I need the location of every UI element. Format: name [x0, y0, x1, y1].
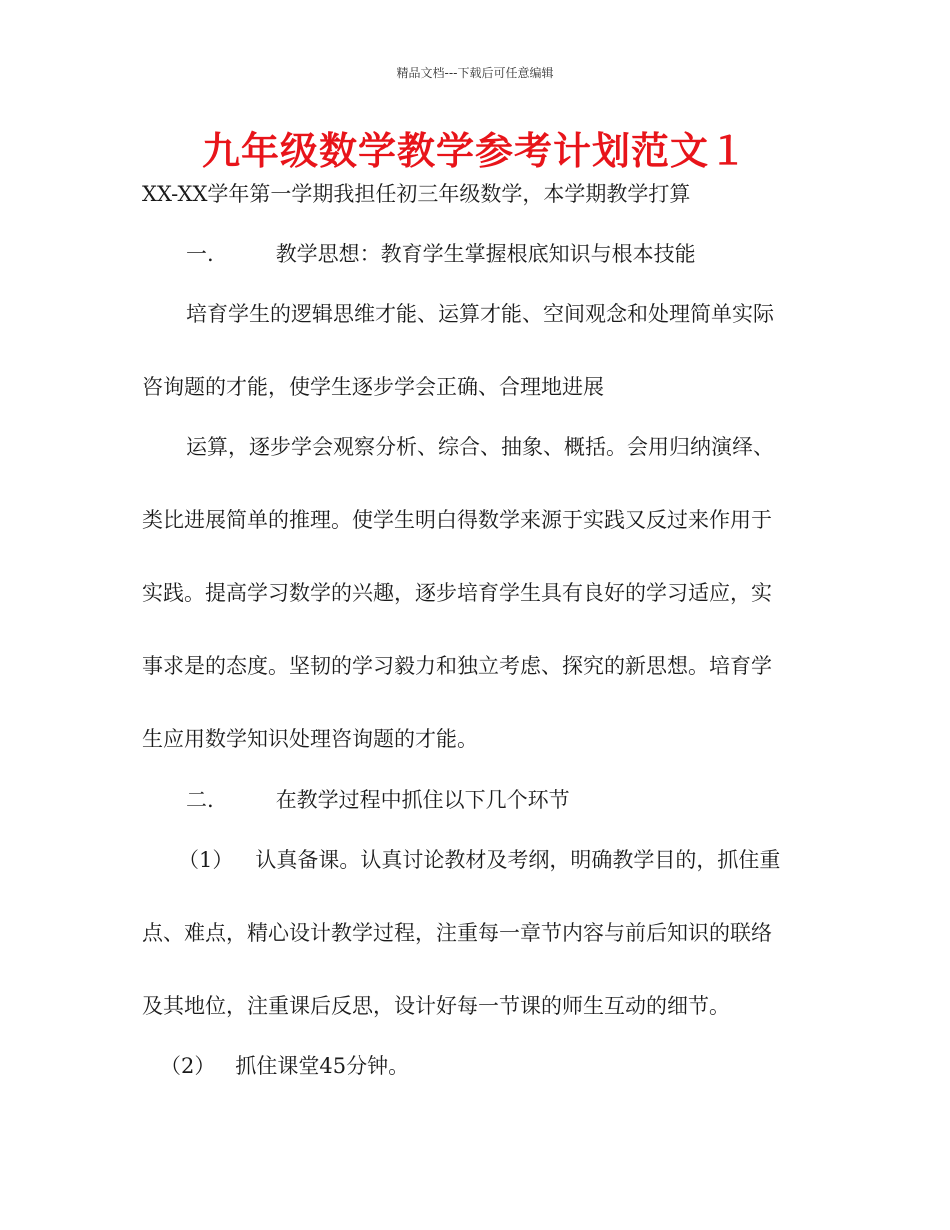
section-2-heading: [186, 786, 570, 814]
paragraph-line: 生应用数学知识处理咨询题的才能。: [142, 727, 478, 751]
paragraph-line: 事求是的态度。坚韧的学习毅力和独立考虑、探究的新思想。培育学: [142, 654, 772, 678]
page-header: 精品文档---下载后可任意编辑: [396, 66, 554, 80]
section-1-heading: [186, 240, 696, 268]
item-2: [160, 1052, 409, 1080]
paragraph-line: 培育学生的逻辑思维才能、运算才能、空间观念和处理简单实际: [186, 302, 774, 326]
paragraph-line: 实践。提高学习数学的兴趣，逐步培育学生具有良好的学习适应，实: [142, 581, 772, 605]
section-1-number: 一.: [186, 242, 214, 266]
item-1-text: 认真备课。认真讨论教材及考纲，明确教学目的，抓住重: [255, 848, 781, 872]
section-2-text: 在教学过程中抓住以下几个环节: [275, 788, 570, 812]
paragraph-line: 点、难点，精心设计教学过程，注重每一章节内容与前后知识的联络: [142, 921, 772, 945]
section-2-number: 二.: [186, 788, 214, 812]
item-2-text: 抓住课堂45分钟。: [235, 1054, 410, 1078]
paragraph-line: 咨询题的才能，使学生逐步学会正确、合理地进展: [142, 375, 604, 399]
item-1-number: （1）: [178, 848, 234, 872]
paragraph-line: 类比进展简单的推理。使学生明白得数学来源于实践又反过来作用于: [142, 508, 772, 532]
item-2-number: （2）: [160, 1054, 216, 1078]
intro-line: XX-XX学年第一学期我担任初三年级数学，本学期教学打算: [142, 182, 691, 206]
item-1: [178, 846, 780, 874]
document-title: 九年级数学教学参考计划范文１: [201, 129, 748, 173]
section-1-text: 教学思想：教育学生掌握根底知识与根本技能: [275, 242, 696, 266]
paragraph-line: 及其地位，注重课后反思，设计好每一节课的师生互动的细节。: [142, 994, 730, 1018]
paragraph-line: 运算，逐步学会观察分析、综合、抽象、概括。会用归纳演绎、: [186, 435, 774, 459]
